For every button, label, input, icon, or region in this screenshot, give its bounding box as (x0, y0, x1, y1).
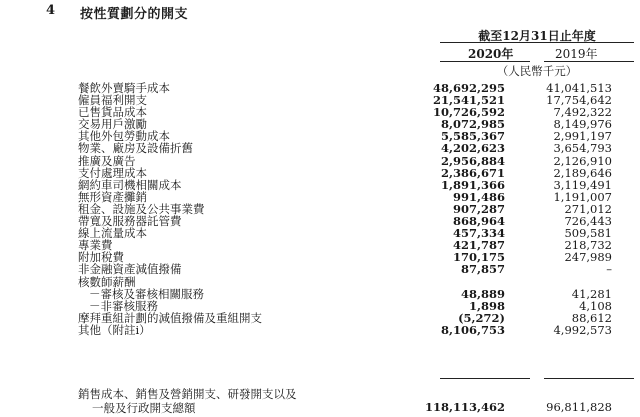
row-label: 已售貨品成本 (78, 105, 147, 120)
section-title: 按性質劃分的開支 (80, 7, 189, 22)
row-label: 支付處理成本 (78, 165, 147, 180)
row-label: 其他（附註i） (78, 322, 151, 337)
row-value-2020: 48,889 (460, 286, 505, 301)
row-label: 物業、廠房及設備折舊 (78, 141, 193, 156)
row-value-2020: 991,486 (452, 189, 505, 204)
row-value-2019: 41,281 (571, 286, 612, 301)
total-value-2019: 96,811,828 (546, 400, 612, 414)
period-header-rule (440, 42, 634, 43)
row-value-2020: 2,386,671 (440, 165, 505, 180)
row-value-2020: 457,334 (452, 226, 505, 241)
row-label: 無形資產攤銷 (78, 189, 147, 204)
total-value-2020: 118,113,462 (424, 400, 505, 414)
row-value-2020: 2,956,884 (440, 153, 505, 168)
table-row (0, 155, 640, 167)
row-label: 其他外包勞動成本 (78, 129, 170, 144)
row-value-2019: 88,612 (571, 310, 612, 325)
row-value-2019: 17,754,642 (546, 93, 612, 108)
row-value-2020: 170,175 (452, 250, 505, 265)
row-label: 餐飲外賣騎手成本 (78, 81, 170, 95)
total-label-line2: 一般及行政開支總額 (92, 401, 196, 415)
row-value-2020: 8,072,985 (440, 117, 505, 132)
row-value-2020: (5,272) (458, 310, 505, 325)
period-header: 截至12月31日止年度 (478, 29, 596, 43)
row-value-2020: 1,898 (468, 298, 505, 313)
section-number: 4 (46, 3, 56, 18)
row-value-2020: 907,287 (452, 201, 505, 216)
table-row (0, 288, 640, 300)
expense-table (0, 82, 640, 336)
row-value-2019: 2,126,910 (553, 153, 612, 168)
row-value-2019: 41,041,513 (546, 81, 612, 95)
row-value-2019: 247,989 (564, 250, 612, 265)
row-label: 非金融資產減值撥備 (78, 262, 182, 277)
year-current-header: 2020年 (468, 47, 514, 61)
year-prior-header: 2019年 (555, 47, 598, 61)
row-value-2019: 8,149,976 (553, 117, 612, 132)
row-value-2020: 1,891,366 (440, 177, 505, 192)
row-label: 推廣及廣告 (78, 153, 136, 168)
year-header-rule-prior (544, 61, 634, 62)
row-value-2020: 48,692,295 (432, 81, 505, 95)
row-label: 專業費 (78, 238, 113, 253)
row-label: 摩拜重組計劃的減值撥備及重組開支 (78, 310, 262, 325)
row-value-2020: 868,964 (452, 214, 505, 229)
subtotal-rule-prior (544, 378, 634, 379)
row-value-2019: – (606, 262, 612, 277)
table-row (0, 263, 640, 275)
row-value-2019: 4,992,573 (553, 322, 612, 337)
table-row (0, 324, 640, 336)
row-value-2020: 5,585,367 (440, 129, 505, 144)
table-row (0, 300, 640, 312)
row-value-2019: 4,108 (579, 298, 612, 313)
row-value-2020: 10,726,592 (432, 105, 505, 120)
row-value-2019: 7,492,322 (553, 105, 612, 120)
unit-header: （人民幣千元） (496, 64, 578, 78)
row-label: －審核及審核相關服務 (89, 286, 204, 301)
row-label: 租金、設施及公共事業費 (78, 201, 205, 216)
row-value-2019: 218,732 (564, 238, 612, 253)
row-value-2019: 271,012 (564, 201, 612, 216)
row-value-2019: 509,581 (564, 226, 612, 241)
row-value-2019: 1,191,007 (553, 189, 612, 204)
row-label: 帶寬及服務器託管費 (78, 214, 182, 229)
row-label: －非審核服務 (89, 298, 158, 313)
row-value-2020: 8,106,753 (440, 322, 505, 337)
row-label: 交易用戶激勵 (78, 117, 147, 132)
row-value-2020: 21,541,521 (432, 93, 505, 108)
row-value-2019: 2,991,197 (553, 129, 612, 144)
row-value-2020: 4,202,623 (440, 141, 505, 156)
row-value-2019: 2,189,646 (553, 165, 612, 180)
row-value-2019: 726,443 (564, 214, 612, 229)
row-label: 線上流量成本 (78, 226, 147, 241)
row-value-2020: 421,787 (452, 238, 505, 253)
table-row (0, 276, 640, 288)
row-label: 網約車司機相關成本 (78, 177, 182, 192)
row-label: 附加稅費 (78, 250, 124, 265)
row-value-2019: 3,654,793 (553, 141, 612, 156)
row-label: 核數師薪酬 (78, 274, 136, 289)
row-value-2019: 3,119,491 (553, 177, 612, 192)
row-value-2020: 87,857 (460, 262, 505, 277)
year-header-rule-current (440, 61, 530, 62)
row-label: 僱員福利開支 (78, 93, 147, 108)
subtotal-rule-current (440, 378, 530, 379)
table-row (0, 167, 640, 179)
table-row (0, 142, 640, 154)
total-label-line1: 銷售成本、銷售及營銷開支、研發開支以及 (78, 387, 297, 401)
